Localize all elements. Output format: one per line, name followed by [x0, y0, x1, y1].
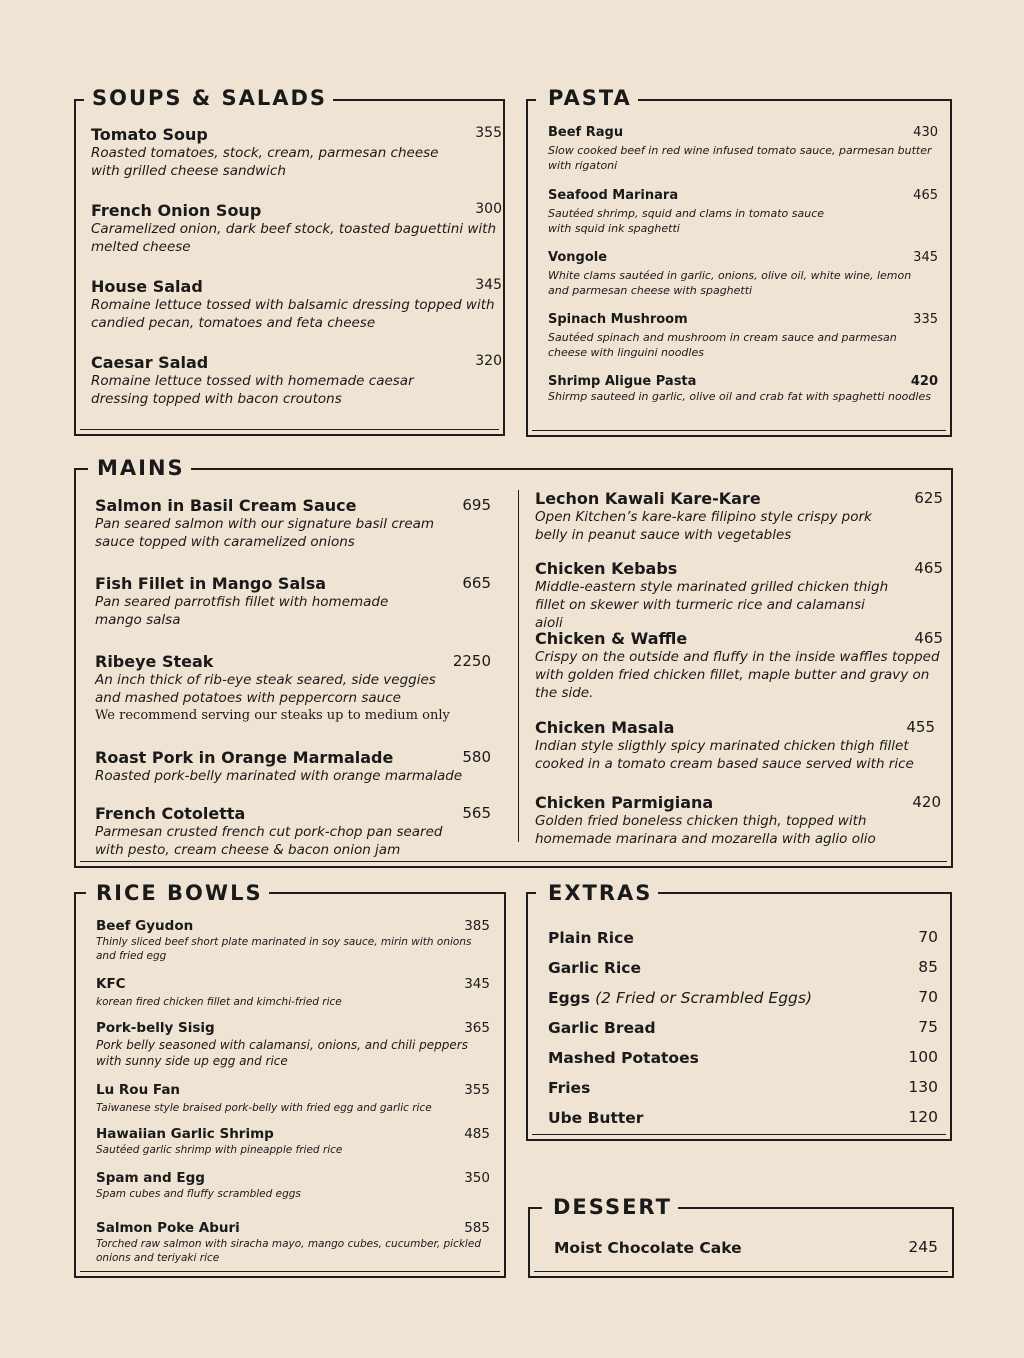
item-name: Lu Rou Fan	[96, 1082, 181, 1098]
item-description: Roasted tomatoes, stock, cream, parmesan cheese with grilled cheese sandwich	[91, 145, 439, 179]
menu-item	[535, 629, 943, 702]
item-description: Torched raw salmon with siracha mayo, mango cubes, cucumber, pickled onions and teriyaki rice	[96, 1238, 481, 1264]
item-price: 665	[462, 574, 491, 592]
item-name: Eggs	[548, 989, 591, 1007]
item-price: 345	[913, 250, 938, 265]
item-name: Shrimp Aligue Pasta	[548, 374, 697, 389]
menu-item	[96, 1020, 490, 1069]
item-price: 455	[906, 718, 935, 736]
menu-item	[535, 559, 943, 632]
mains-section	[74, 456, 953, 868]
item-description: Shirmp sauteed in garlic, olive oil and crab fat with spaghetti noodles	[548, 390, 931, 403]
menu-item	[535, 793, 941, 848]
item-price: 465	[914, 559, 943, 577]
item-description: Middle-eastern style marinated grilled chicken thigh fillet on skewer with turmeric rice and calamansi aioli	[535, 579, 889, 631]
section-title: RICE BOWLS	[90, 880, 269, 906]
item-price: 75	[918, 1018, 938, 1036]
item-price: 465	[913, 188, 938, 203]
item-description: Golden fried boneless chicken thigh, topped with homemade marinara and mozarella with aglio olio	[535, 813, 876, 847]
item-price: 120	[908, 1108, 938, 1126]
item-name: House Salad	[91, 277, 203, 296]
extra-item	[548, 1078, 938, 1097]
item-price: 335	[913, 312, 938, 327]
item-price: 100	[908, 1048, 938, 1066]
item-name: French Onion Soup	[91, 201, 262, 220]
item-description: Roasted pork-belly marinated with orange marmalade	[95, 768, 463, 784]
menu-item	[96, 918, 490, 963]
menu-item	[91, 353, 502, 408]
item-name: Vongole	[548, 250, 608, 265]
item-description: korean fired chicken fillet and kimchi-fried rice	[96, 996, 342, 1008]
item-price: 70	[918, 988, 938, 1006]
menu-item	[548, 125, 938, 173]
item-price: 420	[910, 374, 938, 389]
menu-item	[548, 374, 938, 404]
item-name: Garlic Bread	[548, 1019, 656, 1037]
item-price: 420	[912, 793, 941, 811]
item-price: 365	[464, 1020, 490, 1036]
item-name: Chicken & Waffle	[535, 629, 688, 648]
item-price: 345	[475, 277, 502, 293]
item-name: Pork-belly Sisig	[96, 1020, 215, 1036]
item-price: 485	[464, 1126, 490, 1142]
item-description: Taiwanese style braised pork-belly with fried egg and garlic rice	[96, 1102, 432, 1114]
menu-item	[535, 718, 935, 773]
menu-item	[548, 312, 938, 360]
extra-item	[548, 928, 938, 947]
item-price: 625	[914, 489, 943, 507]
item-name: Beef Ragu	[548, 125, 624, 140]
item-note: We recommend serving our steaks up to medium only	[95, 708, 450, 723]
menu-item	[96, 1082, 490, 1115]
item-description: Pan seared parrotfish fillet with homemade mango salsa	[95, 594, 389, 628]
rice-bowls-section	[74, 881, 506, 1278]
menu-item	[95, 574, 491, 629]
menu-item	[96, 976, 490, 1009]
menu-item	[96, 1220, 490, 1265]
item-description: Slow cooked beef in red wine infused tomato sauce, parmesan butter with rigatoni	[548, 144, 932, 172]
item-description: Thinly sliced beef short plate marinated in soy sauce, mirin with onions and fried egg	[96, 936, 472, 962]
item-name: Seafood Marinara	[548, 188, 679, 203]
item-description: Romaine lettuce tossed with homemade caesar dressing topped with bacon croutons	[91, 373, 414, 407]
extra-item	[548, 1048, 938, 1067]
item-description: Sautéed shrimp, squid and clams in tomato sauce with squid ink spaghetti	[548, 207, 825, 235]
item-name: Spinach Mushroom	[548, 312, 688, 327]
item-name: Salmon Poke Aburi	[96, 1220, 240, 1236]
item-name: Garlic Rice	[548, 959, 641, 977]
item-name: Roast Pork in Orange Marmalade	[95, 748, 394, 767]
menu-item	[96, 1170, 490, 1201]
extras-section	[526, 881, 952, 1141]
item-price: 2250	[452, 652, 491, 670]
item-description: Caramelized onion, dark beef stock, toasted baguettini with melted cheese	[91, 221, 496, 255]
item-name: Moist Chocolate Cake	[554, 1239, 742, 1257]
pasta-section	[526, 86, 952, 437]
menu-item	[535, 489, 943, 544]
item-price: 565	[462, 804, 491, 822]
item-name: Chicken Kebabs	[535, 559, 678, 578]
menu-item	[548, 250, 938, 298]
item-description: Sautéed spinach and mushroom in cream sauce and parmesan cheese with linguini noodles	[548, 331, 897, 359]
menu-item	[91, 125, 502, 180]
item-description: Romaine lettuce tossed with balsamic dressing topped with candied pecan, tomatoes and feta cheese	[91, 297, 495, 331]
item-name: Ribeye Steak	[95, 652, 214, 671]
item-description: Sautéed garlic shrimp with pineapple fried rice	[96, 1144, 343, 1156]
item-name: Spam and Egg	[96, 1170, 205, 1186]
item-name: Hawaiian Garlic Shrimp	[96, 1126, 274, 1142]
item-name: Tomato Soup	[91, 125, 208, 144]
item-name: Fries	[548, 1079, 591, 1097]
section-title: MAINS	[91, 455, 191, 481]
item-price: 355	[464, 1082, 490, 1098]
item-description: Crispy on the outside and fluffy in the inside waffles topped with golden fried chicken fillet, maple butter and gravy on the side.	[535, 649, 940, 701]
menu-item	[548, 188, 938, 236]
item-name: Salmon in Basil Cream Sauce	[95, 496, 357, 515]
dessert-item	[554, 1238, 938, 1257]
item-name: Caesar Salad	[91, 353, 209, 372]
menu-item	[95, 496, 491, 551]
item-name: Beef Gyudon	[96, 918, 194, 934]
item-price: 85	[918, 958, 938, 976]
item-price: 350	[464, 1170, 490, 1186]
menu-item	[96, 1126, 490, 1157]
menu-item	[91, 277, 502, 332]
item-description: Open Kitchen’s kare-kare filipino style crispy pork belly in peanut sauce with vegetables	[535, 509, 872, 543]
item-price: 580	[462, 748, 491, 766]
item-name: French Cotoletta	[95, 804, 246, 823]
item-price: 70	[918, 928, 938, 946]
menu-item	[95, 748, 491, 785]
item-name: KFC	[96, 976, 126, 992]
section-title: EXTRAS	[542, 880, 658, 906]
section-title: SOUPS & SALADS	[86, 85, 333, 111]
item-name: Lechon Kawali Kare-Kare	[535, 489, 761, 508]
extra-item	[548, 958, 938, 977]
item-description: Spam cubes and fluffy scrambled eggs	[96, 1188, 301, 1200]
item-name: Chicken Parmigiana	[535, 793, 714, 812]
item-price: 385	[464, 918, 490, 934]
item-description: Parmesan crusted french cut pork-chop pan seared with pesto, cream cheese & bacon onion jam	[95, 824, 443, 858]
item-name: Chicken Masala	[535, 718, 675, 737]
item-price: 130	[908, 1078, 938, 1096]
menu-item	[91, 201, 502, 256]
item-description: An inch thick of rib-eye steak seared, side veggies and mashed potatoes with peppercorn sauce	[95, 672, 436, 706]
menu-item	[95, 804, 491, 859]
item-name: Fish Fillet in Mango Salsa	[95, 574, 327, 593]
item-name: Ube Butter	[548, 1109, 644, 1127]
item-price: 245	[908, 1238, 938, 1256]
section-title: DESSERT	[547, 1194, 678, 1220]
extra-item	[548, 1108, 938, 1127]
column-divider	[518, 490, 519, 842]
dessert-section	[528, 1195, 954, 1278]
item-price: 585	[464, 1220, 490, 1236]
item-price: 695	[462, 496, 491, 514]
item-price: 345	[464, 976, 490, 992]
section-title: PASTA	[542, 85, 638, 111]
item-name: Mashed Potatoes	[548, 1049, 699, 1067]
item-price: 320	[475, 353, 502, 369]
item-description: Pork belly seasoned with calamansi, onions, and chili peppers with sunny side up egg and rice	[96, 1038, 468, 1068]
item-price: 300	[475, 201, 502, 217]
item-price: 465	[914, 629, 943, 647]
item-price: 355	[475, 125, 502, 141]
menu-item	[95, 652, 491, 725]
soups-salads-section	[74, 86, 505, 436]
item-description: White clams sautéed in garlic, onions, olive oil, white wine, lemon and parmesan cheese with spaghetti	[548, 269, 912, 297]
item-price: 430	[913, 125, 938, 140]
item-description: Pan seared salmon with our signature basil cream sauce topped with caramelized onions	[95, 516, 435, 550]
extra-item	[548, 1018, 938, 1037]
item-name: Plain Rice	[548, 929, 634, 947]
extra-item	[548, 988, 938, 1007]
item-detail: (2 Fried or Scrambled Eggs)	[595, 989, 812, 1007]
item-description: Indian style sligthly spicy marinated chicken thigh fillet cooked in a tomato cream based sauce served with rice	[535, 738, 914, 772]
